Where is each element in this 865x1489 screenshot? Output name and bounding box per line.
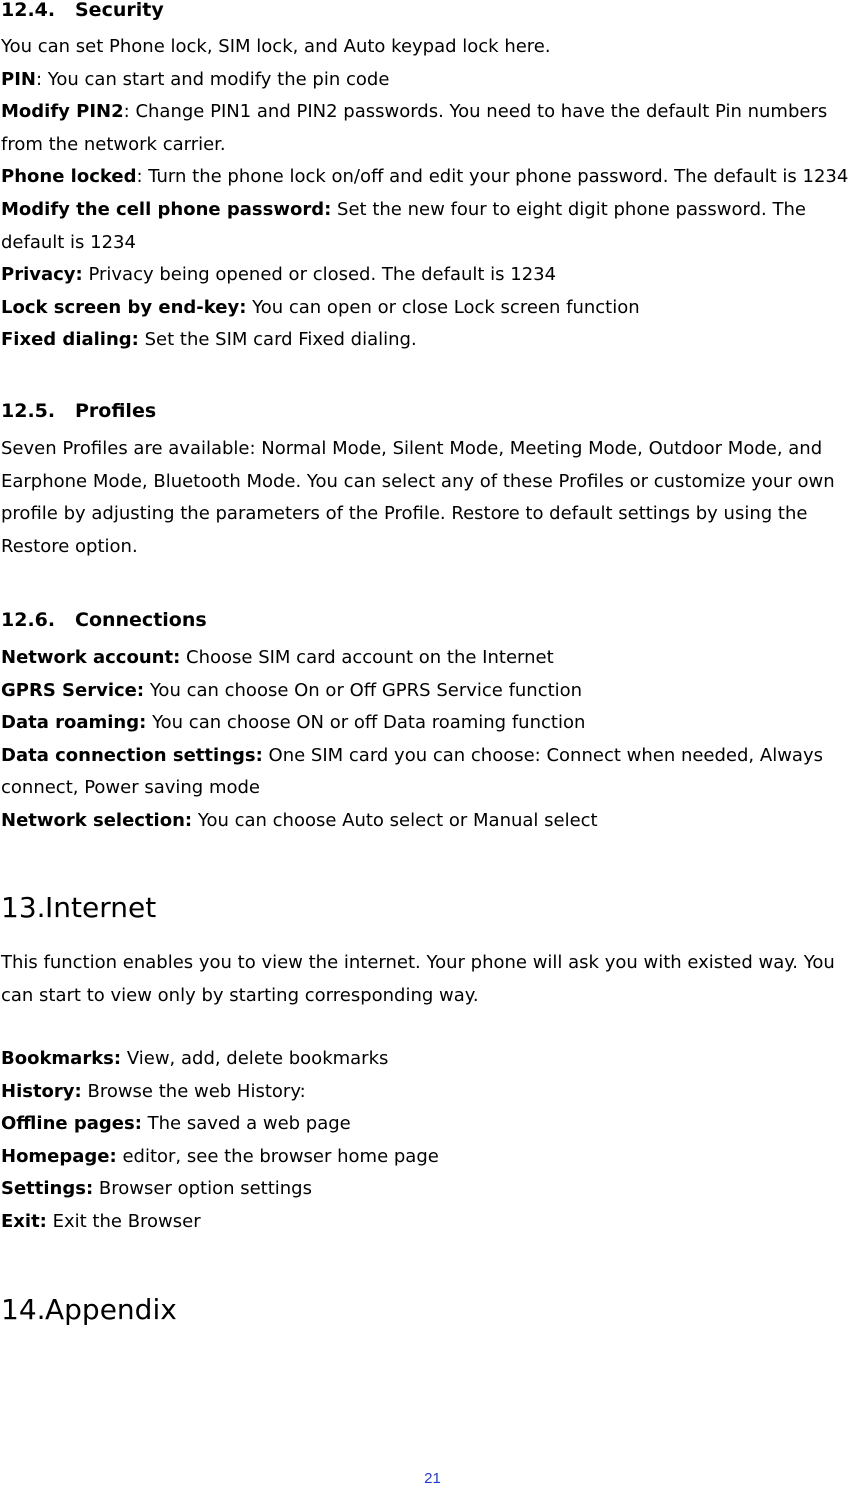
internet-item-offline-pages: Offline pages: The saved a web page	[1, 1113, 351, 1135]
chapter-heading-internet	[1, 890, 156, 926]
section-number: 12.6.	[1, 609, 56, 631]
security-intro: You can set Phone lock, SIM lock, and Auto keypad lock here.	[1, 36, 551, 57]
internet-item-homepage: Homepage: editor, see the browser home page	[1, 1145, 439, 1167]
profiles-body: Seven Profiles are available: Normal Mode, Silent Mode, Meeting Mode, Outdoor Mode, and Earphone Mode, Bluetooth Mode. You can select any of these Profiles or customize your own profile by adjusting the parameters of the Profile. Restore to default settings by using the Restore option.	[1, 438, 835, 557]
internet-item-bookmarks: Bookmarks: View, add, delete bookmarks	[1, 1048, 389, 1069]
section-heading-connections	[1, 608, 207, 632]
section-number: 12.4.	[1, 0, 56, 21]
chapter-title: Internet	[45, 891, 157, 924]
section-title: Connections	[75, 609, 207, 631]
connections-item-gprs: GPRS Service: You can choose On or Off GPRS Service function	[1, 679, 583, 701]
internet-item-exit: Exit: Exit the Browser	[1, 1210, 201, 1232]
chapter-number: 14.	[1, 1293, 46, 1326]
connections-item-network-selection: Network selection: You can choose Auto select or Manual select	[1, 809, 598, 831]
security-item-phone-locked: Phone locked: Turn the phone lock on/off and edit your phone password. The default is 1234	[1, 166, 849, 188]
internet-body: This function enables you to view the internet. Your phone will ask you with existed way. You can start to view only by starting corresponding way.	[1, 952, 835, 1006]
connections-item-data-connection: Data connection settings: One SIM card you can choose: Connect when needed, Always connect, Power saving mode	[1, 744, 823, 799]
section-heading-security	[1, 0, 164, 22]
section-heading-profiles	[1, 399, 156, 423]
security-content	[1, 31, 861, 357]
chapter-heading-appendix	[1, 1292, 177, 1328]
security-item-modify-pin2: Modify PIN2: Change PIN1 and PIN2 passwords. You need to have the default Pin numbers from the network carrier.	[1, 101, 828, 155]
security-item-privacy: Privacy: Privacy being opened or closed. The default is 1234	[1, 264, 557, 286]
chapter-title: Appendix	[45, 1293, 177, 1326]
section-title: Security	[75, 0, 164, 21]
internet-item-history: History: Browse the web History:	[1, 1080, 306, 1102]
security-item-pin: PIN: You can start and modify the pin code	[1, 68, 390, 90]
connections-item-data-roaming: Data roaming: You can choose ON or off Data roaming function	[1, 712, 586, 734]
security-item-lock-screen: Lock screen by end-key: You can open or close Lock screen function	[1, 296, 640, 318]
security-item-modify-password: Modify the cell phone password: Set the new four to eight digit phone password. The default is 1234	[1, 198, 806, 253]
connections-content	[1, 642, 861, 838]
connections-item-network-account: Network account: Choose SIM card account on the Internet	[1, 647, 554, 668]
section-number: 12.5.	[1, 400, 56, 422]
internet-item-settings: Settings: Browser option settings	[1, 1178, 312, 1200]
security-item-fixed-dialing: Fixed dialing: Set the SIM card Fixed dialing.	[1, 329, 417, 351]
section-title: Profiles	[75, 400, 157, 422]
chapter-number: 13.	[1, 891, 46, 924]
page-number: 21	[424, 1470, 441, 1487]
internet-content	[1, 1043, 861, 1239]
